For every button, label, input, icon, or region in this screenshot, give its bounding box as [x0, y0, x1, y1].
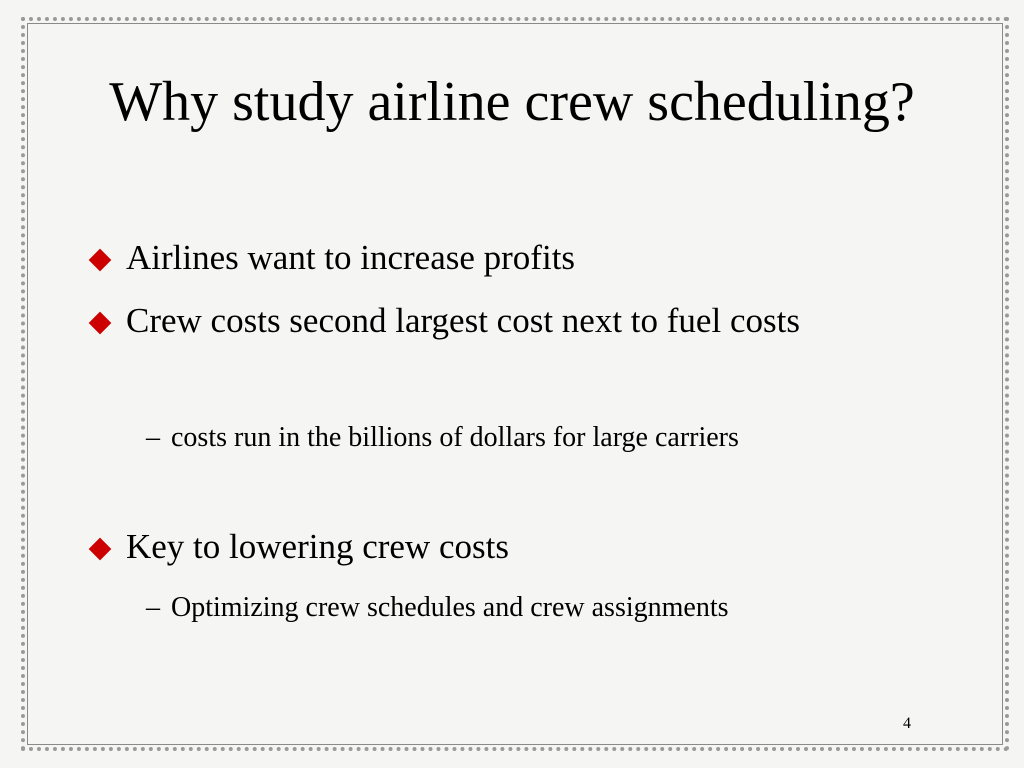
- bullet-3-text: Key to lowering crew costs: [126, 527, 509, 566]
- bullet-2-text: Crew costs second largest cost next to fuel costs: [126, 301, 800, 340]
- page-number: 4: [903, 715, 911, 732]
- sub-bullet-2-1-text: costs run in the billions of dollars for large carriers: [171, 422, 739, 453]
- sub-bullet-3-1-text: Optimizing crew schedules and crew assignments: [171, 592, 729, 623]
- sub-bullet-dash: –: [146, 592, 160, 623]
- slide-title: Why study airline crew scheduling?: [109, 71, 915, 133]
- bullet-1-text: Airlines want to increase profits: [126, 238, 576, 277]
- sub-bullet-dash: –: [146, 422, 160, 453]
